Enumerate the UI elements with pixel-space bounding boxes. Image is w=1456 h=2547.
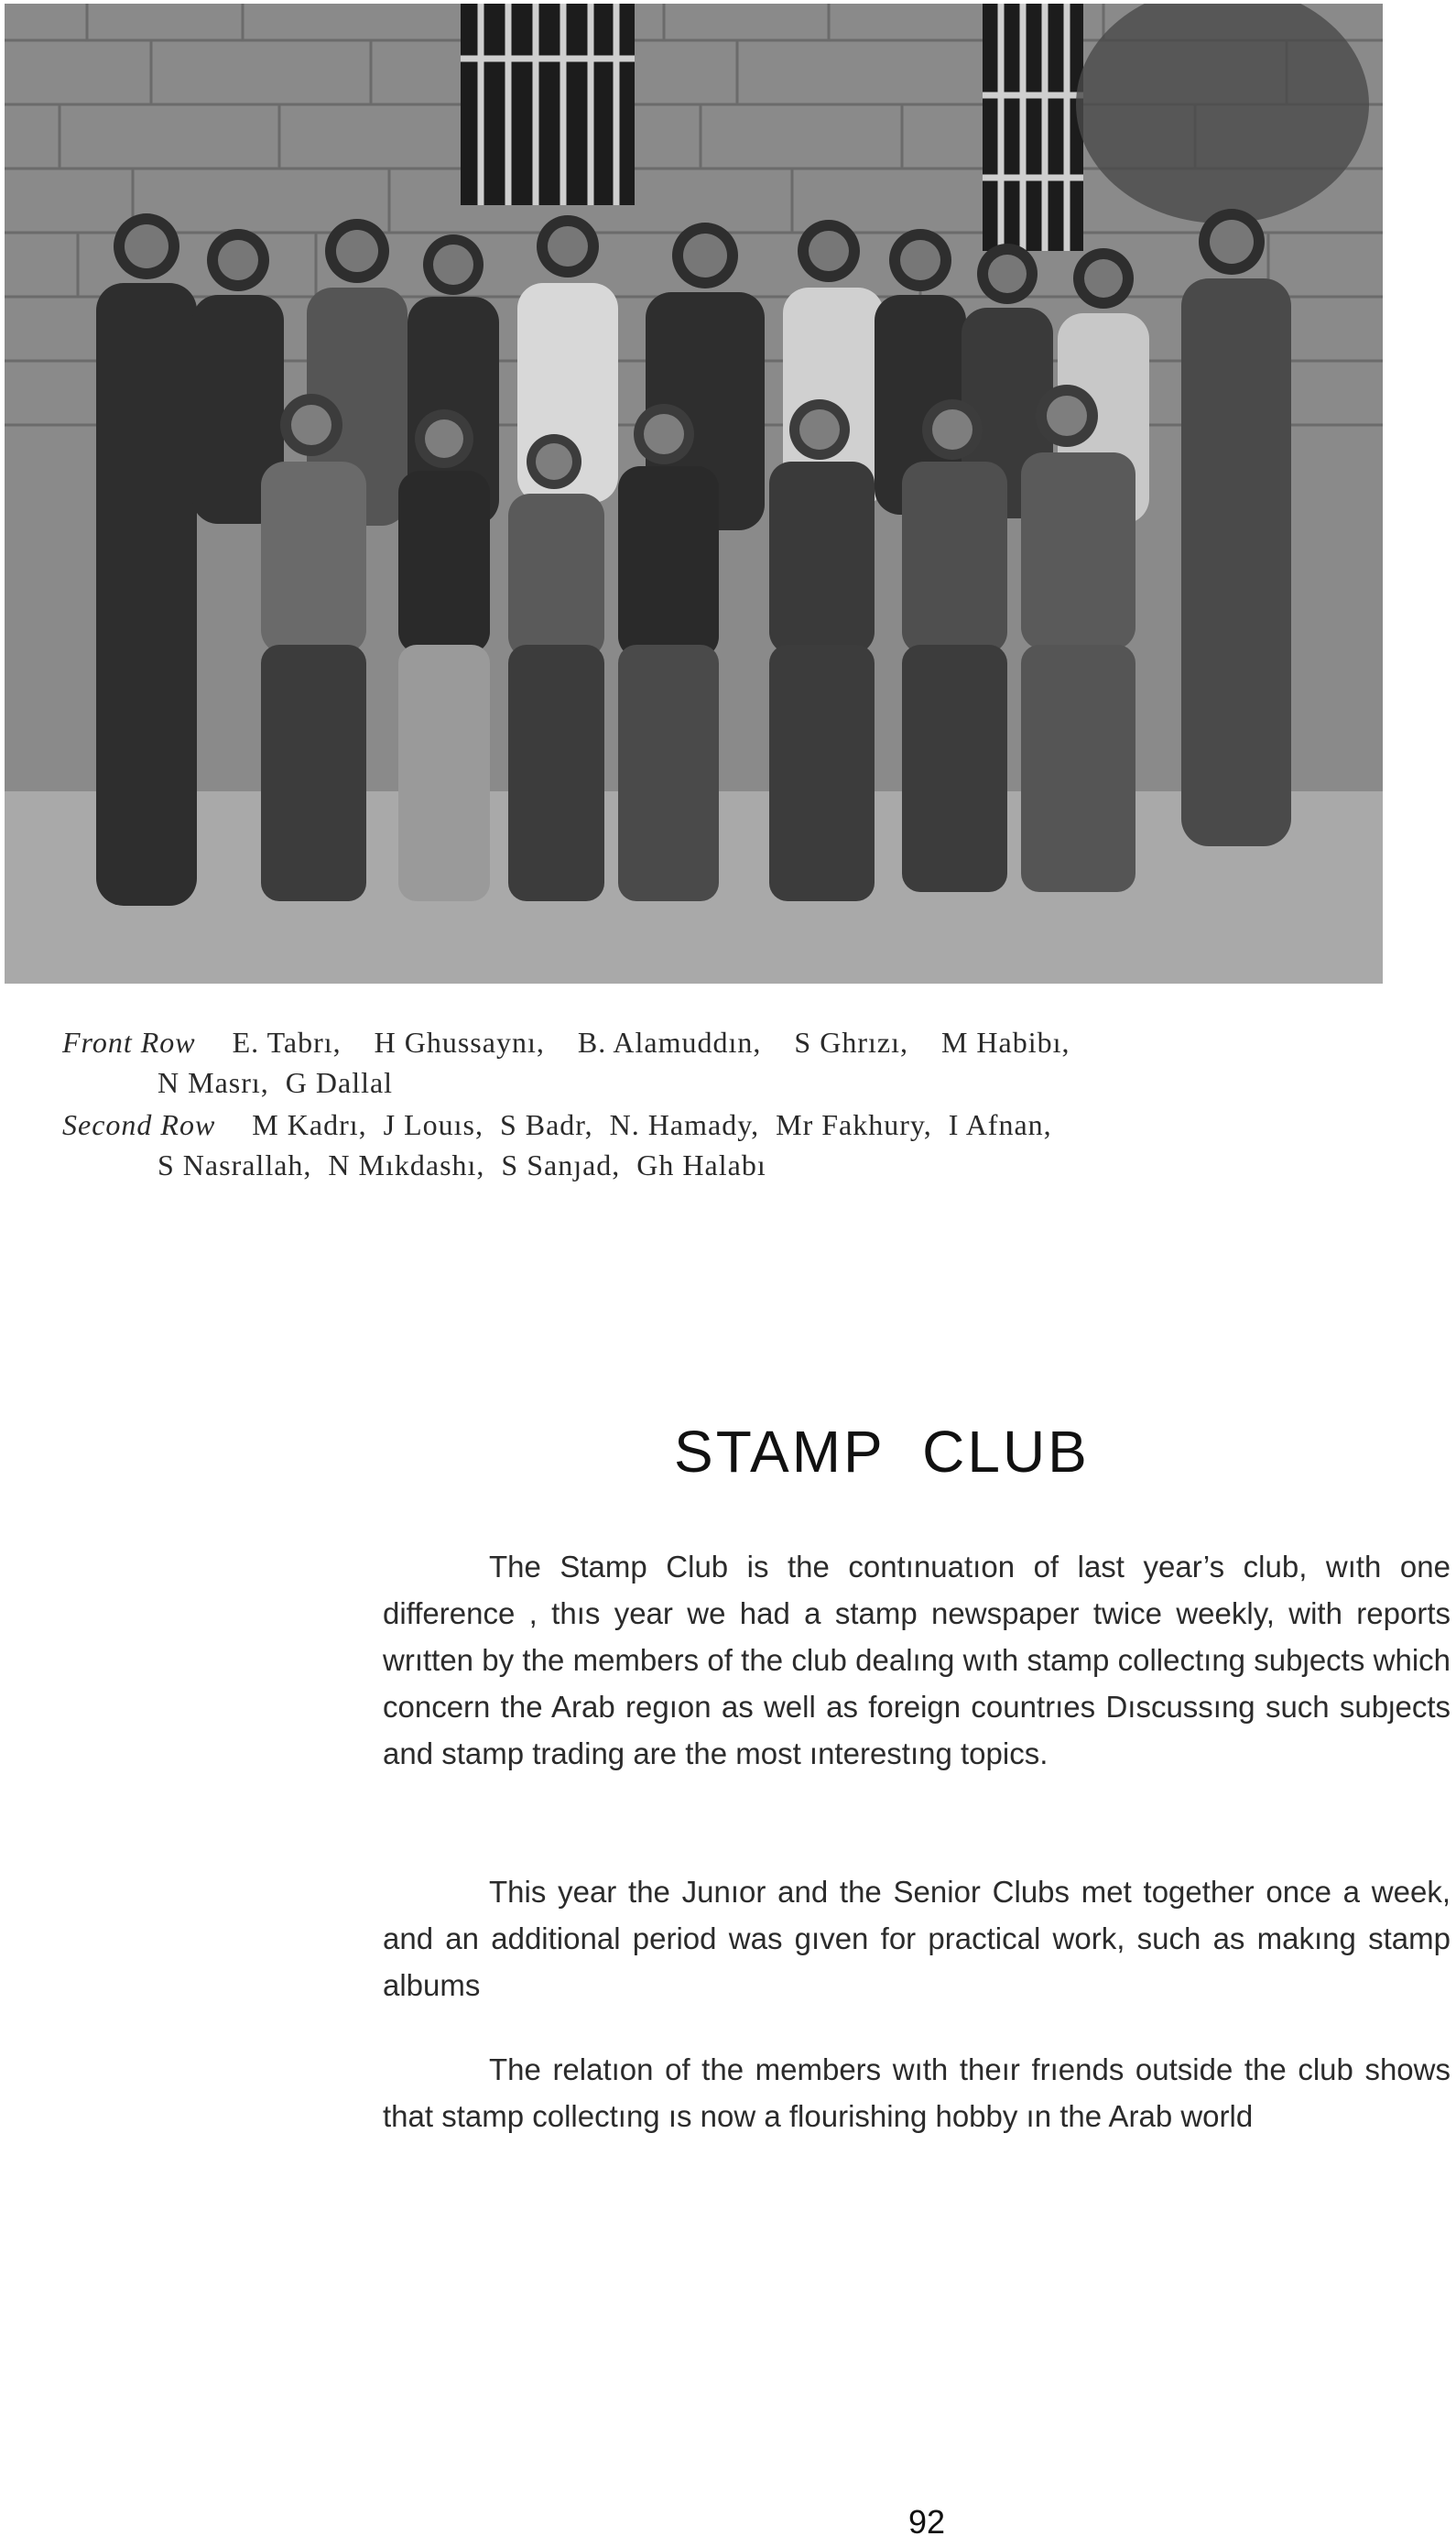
second-row-caption <box>62 1105 1381 1185</box>
front-row-names-line-1: E. Tabrı, H Ghussaynı, B. Alamuddın, S Ghrızı, M Habibı, <box>232 1026 1070 1059</box>
second-row-label: Second Row <box>62 1108 216 1141</box>
page-number: 92 <box>908 2503 946 2541</box>
paragraph-1: The Stamp Club is the contınuatıon of last year’s club, wıth one difference , thıs year we had a stamp newspaper twice weekly, with reports wrıtten by the members of the club dealıng wıth stamp collectıng subȷects which concern the Arab regıon as well as foreign countrıes Dıscussıng such subȷects and stamp trading are the most ınterestıng topics. <box>383 1550 1451 1770</box>
page-title: STAMP CLUB <box>674 1419 1090 1485</box>
second-row-names-line-1: M Kadrı, J Louıs, S Badr, N. Hamady, Mr Fakhury, I Afnan, <box>252 1108 1052 1141</box>
group-photo <box>5 4 1383 984</box>
front-row-label: Front Row <box>62 1026 196 1059</box>
front-row-caption <box>62 1022 1381 1103</box>
second-row-names-line-2: S Nasrallah, N Mıkdashı, S Sanȷad, Gh Halabı <box>158 1148 766 1181</box>
front-row-names-line-2: N Masrı, G Dallal <box>158 1066 394 1099</box>
paragraph-3: The relatıon of the members wıth theır frıends outside the club shows that stamp collectıng ıs now a flourishing hobby ın the Arab world <box>383 2052 1451 2133</box>
group-photo-illustration <box>5 4 1383 984</box>
paragraph-2: This year the Junıor and the Senior Clubs met together once a week, and an additional period was gıven for practical work, such as makıng stamp albums <box>383 1875 1451 2002</box>
